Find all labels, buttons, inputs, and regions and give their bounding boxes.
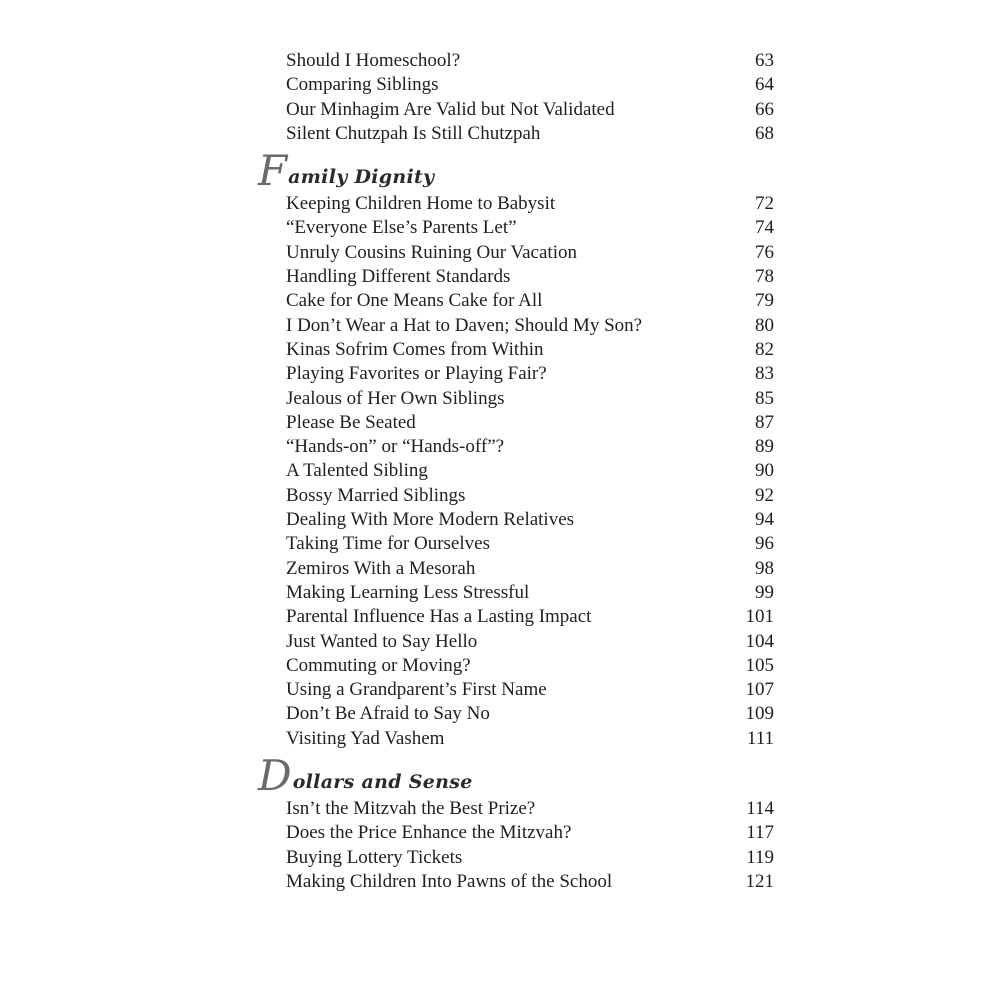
toc-entry-page: 109 <box>745 703 774 725</box>
toc-entry[interactable] <box>286 821 778 845</box>
toc-entry-title: Using a Grandparent’s First Name <box>286 679 547 701</box>
toc-entry-page: 74 <box>755 217 774 239</box>
toc-entry[interactable] <box>286 630 778 654</box>
toc-entry-title: Playing Favorites or Playing Fair? <box>286 363 547 385</box>
toc-entry-title: “Everyone Else’s Parents Let” <box>286 217 517 239</box>
toc-entry-page: 66 <box>755 98 774 120</box>
toc-entry-page: 98 <box>755 557 774 579</box>
toc-entry-title: Comparing Siblings <box>286 74 439 96</box>
section-heading-text: ollars and Sense <box>292 771 473 794</box>
toc-entry[interactable] <box>286 49 778 73</box>
toc-entry[interactable] <box>286 122 778 146</box>
toc-entry-title: Visiting Yad Vashem <box>286 727 445 749</box>
toc-entry-title: Commuting or Moving? <box>286 654 471 676</box>
toc-entry-title: Silent Chutzpah Is Still Chutzpah <box>286 122 541 144</box>
toc-entry-title: Don’t Be Afraid to Say No <box>286 703 490 725</box>
toc-entry-title: Dealing With More Modern Relatives <box>286 509 575 531</box>
toc-entry-title: Bossy Married Siblings <box>286 484 466 506</box>
toc-entry-page: 104 <box>745 630 774 652</box>
toc-entry[interactable] <box>286 797 778 821</box>
toc-entry-title: Zemiros With a Mesorah <box>286 557 476 579</box>
toc-entry-title: Making Learning Less Stressful <box>286 581 530 603</box>
toc-entry-title: Please Be Seated <box>286 411 416 433</box>
toc-entry-page: 94 <box>755 509 774 531</box>
table-of-contents <box>258 49 778 894</box>
toc-entry[interactable] <box>286 678 778 702</box>
toc-entry[interactable] <box>286 411 778 435</box>
toc-entry-title: Buying Lottery Tickets <box>286 846 463 868</box>
toc-entry[interactable] <box>286 870 778 894</box>
toc-entry[interactable] <box>286 435 778 459</box>
toc-entry-title: Our Minhagim Are Valid but Not Validated <box>286 98 615 120</box>
toc-entry[interactable] <box>286 557 778 581</box>
section-heading-initial: F <box>258 146 288 196</box>
toc-entry-title: Jealous of Her Own Siblings <box>286 387 505 409</box>
section-heading-initial: D <box>258 751 292 801</box>
toc-entry-title: Just Wanted to Say Hello <box>286 630 478 652</box>
toc-entry-page: 87 <box>755 411 774 433</box>
toc-entry[interactable] <box>286 459 778 483</box>
toc-entry-title: Making Children Into Pawns of the School <box>286 870 613 892</box>
toc-entry[interactable] <box>286 846 778 870</box>
toc-entry-title: Isn’t the Mitzvah the Best Prize? <box>286 798 536 820</box>
toc-entry-title: Parental Influence Has a Lasting Impact <box>286 606 592 628</box>
toc-entry[interactable] <box>286 216 778 240</box>
toc-entry[interactable] <box>286 702 778 726</box>
toc-entry-page: 119 <box>746 846 774 868</box>
toc-entry[interactable] <box>286 241 778 265</box>
toc-entry-title: Should I Homeschool? <box>286 50 461 71</box>
toc-entry-page: 78 <box>755 266 774 288</box>
toc-entry-page: 63 <box>755 50 774 71</box>
toc-entry[interactable] <box>286 265 778 289</box>
toc-sections <box>258 148 778 894</box>
toc-entry-page: 114 <box>746 798 774 820</box>
toc-entry-page: 85 <box>755 387 774 409</box>
toc-entry[interactable] <box>286 727 778 751</box>
toc-entry[interactable] <box>286 338 778 362</box>
toc-entry-title: “Hands-on” or “Hands-off”? <box>286 436 505 458</box>
toc-entry-page: 68 <box>755 122 774 144</box>
toc-entry-title: Kinas Sofrim Comes from Within <box>286 338 544 360</box>
toc-entry-page: 96 <box>755 533 774 555</box>
toc-entry-page: 82 <box>755 338 774 360</box>
toc-entry[interactable] <box>286 581 778 605</box>
toc-entry-title: Handling Different Standards <box>286 266 511 288</box>
toc-entry-page: 105 <box>745 654 774 676</box>
toc-entry-page: 83 <box>755 363 774 385</box>
toc-entry[interactable] <box>286 314 778 338</box>
toc-entry-page: 76 <box>755 241 774 263</box>
section-heading-text: amily Dignity <box>288 166 435 189</box>
toc-entry[interactable] <box>286 362 778 386</box>
toc-entry[interactable] <box>286 605 778 629</box>
toc-entry[interactable] <box>286 98 778 122</box>
toc-entry[interactable] <box>286 73 778 97</box>
toc-entry-page: 64 <box>755 74 774 96</box>
toc-entry-page: 117 <box>746 822 774 844</box>
toc-entry-page: 121 <box>745 870 774 892</box>
toc-entry[interactable] <box>286 654 778 678</box>
toc-entry-title: Cake for One Means Cake for All <box>286 290 543 312</box>
toc-entry-page: 80 <box>755 314 774 336</box>
toc-entry-page: 79 <box>755 290 774 312</box>
toc-entry-title: Taking Time for Ourselves <box>286 533 490 555</box>
toc-entry-title: A Talented Sibling <box>286 460 428 482</box>
toc-entry-page: 111 <box>746 727 774 749</box>
section-heading <box>258 146 778 196</box>
toc-entry-page: 101 <box>745 606 774 628</box>
toc-entry-title: Unruly Cousins Ruining Our Vacation <box>286 241 577 263</box>
toc-entry-title: I Don’t Wear a Hat to Daven; Should My Son? <box>286 314 643 336</box>
toc-entry-page: 92 <box>755 484 774 506</box>
toc-entry-page: 90 <box>755 460 774 482</box>
toc-entry-title: Does the Price Enhance the Mitzvah? <box>286 822 572 844</box>
toc-entry-title: Keeping Children Home to Babysit <box>286 193 556 215</box>
toc-entry-page: 99 <box>755 581 774 603</box>
toc-entry[interactable] <box>286 508 778 532</box>
toc-entry-page: 107 <box>745 679 774 701</box>
toc-entry-page: 89 <box>755 436 774 458</box>
toc-entry[interactable] <box>286 532 778 556</box>
toc-entry[interactable] <box>286 289 778 313</box>
toc-entry[interactable] <box>286 484 778 508</box>
toc-entry[interactable] <box>286 387 778 411</box>
toc-entry[interactable] <box>286 192 778 216</box>
section-heading <box>258 751 778 801</box>
toc-entry-page: 72 <box>755 193 774 215</box>
